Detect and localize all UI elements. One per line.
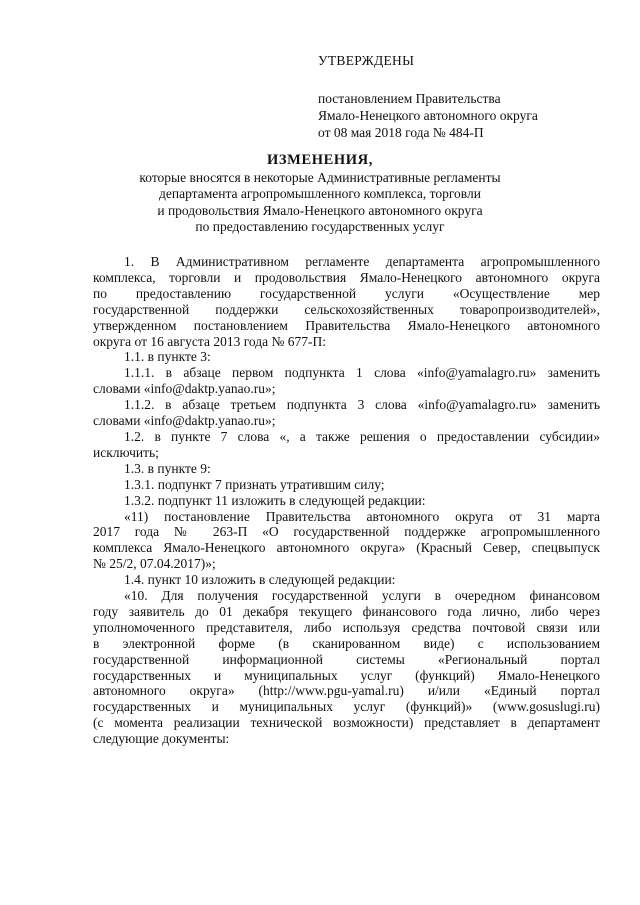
- subtitle-line: по предоставлению государственных услуг: [195, 219, 445, 234]
- paragraph-line: словами «info@daktp.yanao.ru»;: [93, 381, 276, 397]
- paragraph-line: следующие документы:: [93, 731, 230, 747]
- paragraph-line: комплекса, торговли и продовольствия Ямало-Ненецкого автономного округа: [93, 269, 600, 285]
- paragraph-line: 2017 года № 263-П «О государственной поддержке агропромышленного: [93, 524, 600, 540]
- document-body: [93, 254, 600, 747]
- paragraph-line: по предоставлению государственной услуги «Осуществление мер: [93, 285, 600, 301]
- paragraph-line: в электронной форме (в сканированном виде) с использованием: [93, 635, 600, 651]
- paragraph-line: утвержденном постановлением Правительства Ямало-Ненецкого автономного: [93, 317, 600, 333]
- approval-line: Ямало-Ненецкого автономного округа: [318, 108, 538, 123]
- paragraph-line: 1.1.2. в абзаце третьем подпункта 3 слова «info@yamalagro.ru» заменить: [124, 397, 600, 413]
- paragraph-line: (с момента реализации технической возможности) представляет в департамент: [93, 715, 600, 731]
- approval-line: от 08 мая 2018 года № 484-П: [318, 125, 484, 140]
- paragraph-line: государственных и муниципальных услуг (функций) Ямало-Ненецкого: [93, 667, 600, 683]
- paragraph-line: 1. В Административном регламенте департамента агропромышленного: [124, 254, 600, 269]
- approval-heading: УТВЕРЖДЕНЫ: [318, 53, 415, 68]
- paragraph-line: уполномоченного представителя, либо используя средства почтовой связи или: [93, 619, 600, 635]
- paragraph-line: 1.2. в пункте 7 слова «, а также решения о предоставлении субсидии»: [124, 428, 600, 444]
- paragraph-line: государственной поддержки сельскохозяйственных товаропроизводителей»,: [93, 301, 600, 317]
- subtitle-line: которые вносятся в некоторые Административные регламенты: [139, 169, 501, 185]
- approval-line: постановлением Правительства: [318, 91, 501, 106]
- paragraph-line: автономного округа» (http://www.pgu-yamal.ru) и/или «Единый портал: [93, 683, 600, 699]
- paragraph-line: государственной информационной системы «Региональный портал: [93, 651, 600, 667]
- paragraph-line: комплекса Ямало-Ненецкого автономного округа» (Красный Север, спецвыпуск: [93, 540, 600, 556]
- paragraph-line: 1.3.2. подпункт 11 изложить в следующей редакции:: [124, 492, 426, 508]
- subtitle-line: департамента агропромышленного комплекса, торговли: [159, 186, 481, 201]
- paragraph-line: 1.3.1. подпункт 7 признать утратившим силу;: [124, 476, 385, 492]
- paragraph-line: округа от 16 августа 2013 года № 677-П:: [93, 333, 327, 349]
- paragraph-line: 1.1. в пункте 3:: [124, 349, 211, 365]
- paragraph-line: исключить;: [93, 444, 159, 460]
- paragraph-line: 1.3. в пункте 9:: [124, 460, 211, 476]
- paragraph-line: «11) постановление Правительства автономного округа от 31 марта: [124, 508, 600, 524]
- paragraph-line: 1.4. пункт 10 изложить в следующей редакции:: [124, 572, 396, 588]
- document-title: ИЗМЕНЕНИЯ,: [267, 152, 373, 168]
- paragraph-line: № 25/2, 07.04.2017)»;: [93, 556, 216, 572]
- approval-stamp: [318, 52, 618, 141]
- paragraph-line: 1.1.1. в абзаце первом подпункта 1 слова «info@yamalagro.ru» заменить: [124, 365, 600, 381]
- paragraph-line: «10. Для получения государственной услуги в очередном финансовом: [124, 588, 600, 604]
- paragraph-line: словами «info@daktp.yanao.ru»;: [93, 413, 276, 429]
- document-title-block: [60, 152, 580, 236]
- paragraph-line: году заявитель до 01 декабря текущего финансового года лично, либо через: [93, 603, 600, 619]
- paragraph-line: государственных и муниципальных услуг (функций)» (www.gosuslugi.ru): [93, 699, 600, 715]
- subtitle-line: и продовольствия Ямало-Ненецкого автономного округа: [157, 202, 483, 218]
